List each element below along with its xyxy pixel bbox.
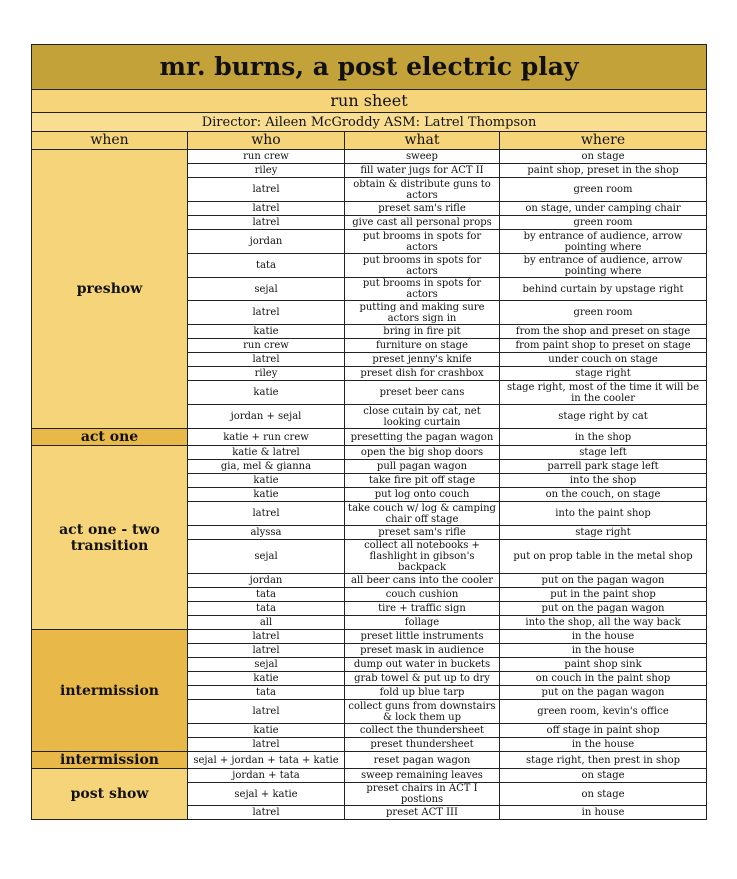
cell-who: riley xyxy=(188,367,345,381)
cell-who: katie & latrel xyxy=(188,446,345,460)
cell-who: latrel xyxy=(188,216,345,230)
cell-where: on stage xyxy=(500,769,707,783)
table-row xyxy=(32,769,707,783)
cell-what: preset jenny's knife xyxy=(345,353,500,367)
cell-where: in house xyxy=(500,806,707,820)
cell-who: sejal + katie xyxy=(188,783,345,806)
cell-what: bring in fire pit xyxy=(345,325,500,339)
section-label: intermission xyxy=(32,630,188,752)
cell-who: katie xyxy=(188,474,345,488)
cell-who: latrel xyxy=(188,644,345,658)
header-when: when xyxy=(32,132,188,150)
cell-where: put on the pagan wagon xyxy=(500,574,707,588)
cell-what: collect all notebooks + flashlight in gibson's backpack xyxy=(345,540,500,574)
header-who: who xyxy=(188,132,345,150)
cell-who: tata xyxy=(188,686,345,700)
cell-what: close cutain by cat, net looking curtain xyxy=(345,405,500,429)
cell-what: dump out water in buckets xyxy=(345,658,500,672)
cell-where: in the house xyxy=(500,644,707,658)
cell-who: sejal xyxy=(188,658,345,672)
cell-where: on stage xyxy=(500,783,707,806)
cell-what: fold up blue tarp xyxy=(345,686,500,700)
cell-where: green room xyxy=(500,178,707,202)
cell-where: put on the pagan wagon xyxy=(500,686,707,700)
run-sheet-table xyxy=(31,44,707,820)
cell-where: on couch in the paint shop xyxy=(500,672,707,686)
cell-what: all beer cans into the cooler xyxy=(345,574,500,588)
cell-what: preset ACT III xyxy=(345,806,500,820)
cell-what: sweep xyxy=(345,150,500,164)
cell-who: alyssa xyxy=(188,526,345,540)
cell-who: jordan + tata xyxy=(188,769,345,783)
title-row xyxy=(32,45,707,90)
cell-where: by entrance of audience, arrow pointing where xyxy=(500,254,707,278)
cell-where: on the couch, on stage xyxy=(500,488,707,502)
cell-what: put log onto couch xyxy=(345,488,500,502)
cell-what: preset sam's rifle xyxy=(345,526,500,540)
cell-who: latrel xyxy=(188,178,345,202)
cell-where: paint shop, preset in the shop xyxy=(500,164,707,178)
cell-who: latrel xyxy=(188,738,345,752)
cell-who: katie xyxy=(188,672,345,686)
cell-what: preset chairs in ACT I postions xyxy=(345,783,500,806)
cell-what: open the big shop doors xyxy=(345,446,500,460)
header-what: what xyxy=(345,132,500,150)
subtitle-row xyxy=(32,90,707,113)
cell-who: latrel xyxy=(188,502,345,526)
cell-where: from paint shop to preset on stage xyxy=(500,339,707,353)
cell-what: preset beer cans xyxy=(345,381,500,405)
cell-where: on stage xyxy=(500,150,707,164)
sheet-subtitle: run sheet xyxy=(32,90,707,113)
cell-what: preset sam's rifle xyxy=(345,202,500,216)
cell-what: follage xyxy=(345,616,500,630)
director-row xyxy=(32,113,707,132)
cell-who: jordan + sejal xyxy=(188,405,345,429)
cell-who: jordan xyxy=(188,230,345,254)
cell-what: furniture on stage xyxy=(345,339,500,353)
director-line: Director: Aileen McGroddy ASM: Latrel Thompson xyxy=(32,113,707,132)
cell-where: in the house xyxy=(500,630,707,644)
cell-what: take couch w/ log & camping chair off stage xyxy=(345,502,500,526)
sheet-title: mr. burns, a post electric play xyxy=(32,45,707,90)
cell-what: preset little instruments xyxy=(345,630,500,644)
cell-what: sweep remaining leaves xyxy=(345,769,500,783)
cell-who: latrel xyxy=(188,202,345,216)
cell-who: katie xyxy=(188,488,345,502)
table-row xyxy=(32,150,707,164)
cell-who: all xyxy=(188,616,345,630)
cell-who: katie xyxy=(188,381,345,405)
cell-what: tire + traffic sign xyxy=(345,602,500,616)
cell-who: tata xyxy=(188,254,345,278)
cell-what: give cast all personal props xyxy=(345,216,500,230)
cell-what: reset pagan wagon xyxy=(345,752,500,769)
cell-who: latrel xyxy=(188,301,345,325)
section-label: intermission xyxy=(32,752,188,769)
cell-what: pull pagan wagon xyxy=(345,460,500,474)
cell-who: sejal xyxy=(188,540,345,574)
cell-what: fill water jugs for ACT II xyxy=(345,164,500,178)
cell-who: riley xyxy=(188,164,345,178)
cell-who: tata xyxy=(188,588,345,602)
cell-who: tata xyxy=(188,602,345,616)
cell-what: presetting the pagan wagon xyxy=(345,429,500,446)
cell-where: parrell park stage left xyxy=(500,460,707,474)
cell-what: grab towel & put up to dry xyxy=(345,672,500,686)
table-row xyxy=(32,429,707,446)
cell-what: putting and making sure actors sign in xyxy=(345,301,500,325)
cell-who: latrel xyxy=(188,700,345,724)
header-row xyxy=(32,132,707,150)
cell-what: collect the thundersheet xyxy=(345,724,500,738)
cell-what: take fire pit off stage xyxy=(345,474,500,488)
cell-where: stage left xyxy=(500,446,707,460)
cell-who: jordan xyxy=(188,574,345,588)
cell-where: by entrance of audience, arrow pointing where xyxy=(500,230,707,254)
cell-what: put brooms in spots for actors xyxy=(345,278,500,301)
cell-what: collect guns from downstairs & lock them up xyxy=(345,700,500,724)
section-label: act one xyxy=(32,429,188,446)
cell-where: into the shop, all the way back xyxy=(500,616,707,630)
cell-what: preset mask in audience xyxy=(345,644,500,658)
cell-where: on stage, under camping chair xyxy=(500,202,707,216)
cell-what: put brooms in spots for actors xyxy=(345,230,500,254)
cell-who: latrel xyxy=(188,806,345,820)
cell-where: put in the paint shop xyxy=(500,588,707,602)
cell-where: in the shop xyxy=(500,429,707,446)
cell-what: put brooms in spots for actors xyxy=(345,254,500,278)
cell-where: stage right by cat xyxy=(500,405,707,429)
cell-what: preset dish for crashbox xyxy=(345,367,500,381)
cell-who: latrel xyxy=(188,353,345,367)
cell-where: stage right xyxy=(500,526,707,540)
cell-where: off stage in paint shop xyxy=(500,724,707,738)
cell-who: katie + run crew xyxy=(188,429,345,446)
cell-where: from the shop and preset on stage xyxy=(500,325,707,339)
cell-who: sejal xyxy=(188,278,345,301)
section-label: act one - two transition xyxy=(32,446,188,630)
cell-where: stage right xyxy=(500,367,707,381)
cell-who: katie xyxy=(188,724,345,738)
cell-who: run crew xyxy=(188,150,345,164)
cell-where: green room, kevin's office xyxy=(500,700,707,724)
cell-who: gia, mel & gianna xyxy=(188,460,345,474)
cell-who: latrel xyxy=(188,630,345,644)
cell-where: behind curtain by upstage right xyxy=(500,278,707,301)
cell-where: stage right, most of the time it will be in the cooler xyxy=(500,381,707,405)
cell-what: couch cushion xyxy=(345,588,500,602)
cell-where: green room xyxy=(500,301,707,325)
table-row xyxy=(32,630,707,644)
cell-who: run crew xyxy=(188,339,345,353)
cell-where: into the paint shop xyxy=(500,502,707,526)
cell-where: stage right, then prest in shop xyxy=(500,752,707,769)
cell-where: paint shop sink xyxy=(500,658,707,672)
cell-where: into the shop xyxy=(500,474,707,488)
table-row xyxy=(32,446,707,460)
cell-where: put on prop table in the metal shop xyxy=(500,540,707,574)
cell-what: obtain & distribute guns to actors xyxy=(345,178,500,202)
header-where: where xyxy=(500,132,707,150)
section-label: post show xyxy=(32,769,188,820)
table-row xyxy=(32,752,707,769)
cell-where: put on the pagan wagon xyxy=(500,602,707,616)
cell-what: preset thundersheet xyxy=(345,738,500,752)
cell-where: under couch on stage xyxy=(500,353,707,367)
section-label: preshow xyxy=(32,150,188,429)
cell-who: katie xyxy=(188,325,345,339)
cell-where: green room xyxy=(500,216,707,230)
cell-who: sejal + jordan + tata + katie xyxy=(188,752,345,769)
cell-where: in the house xyxy=(500,738,707,752)
